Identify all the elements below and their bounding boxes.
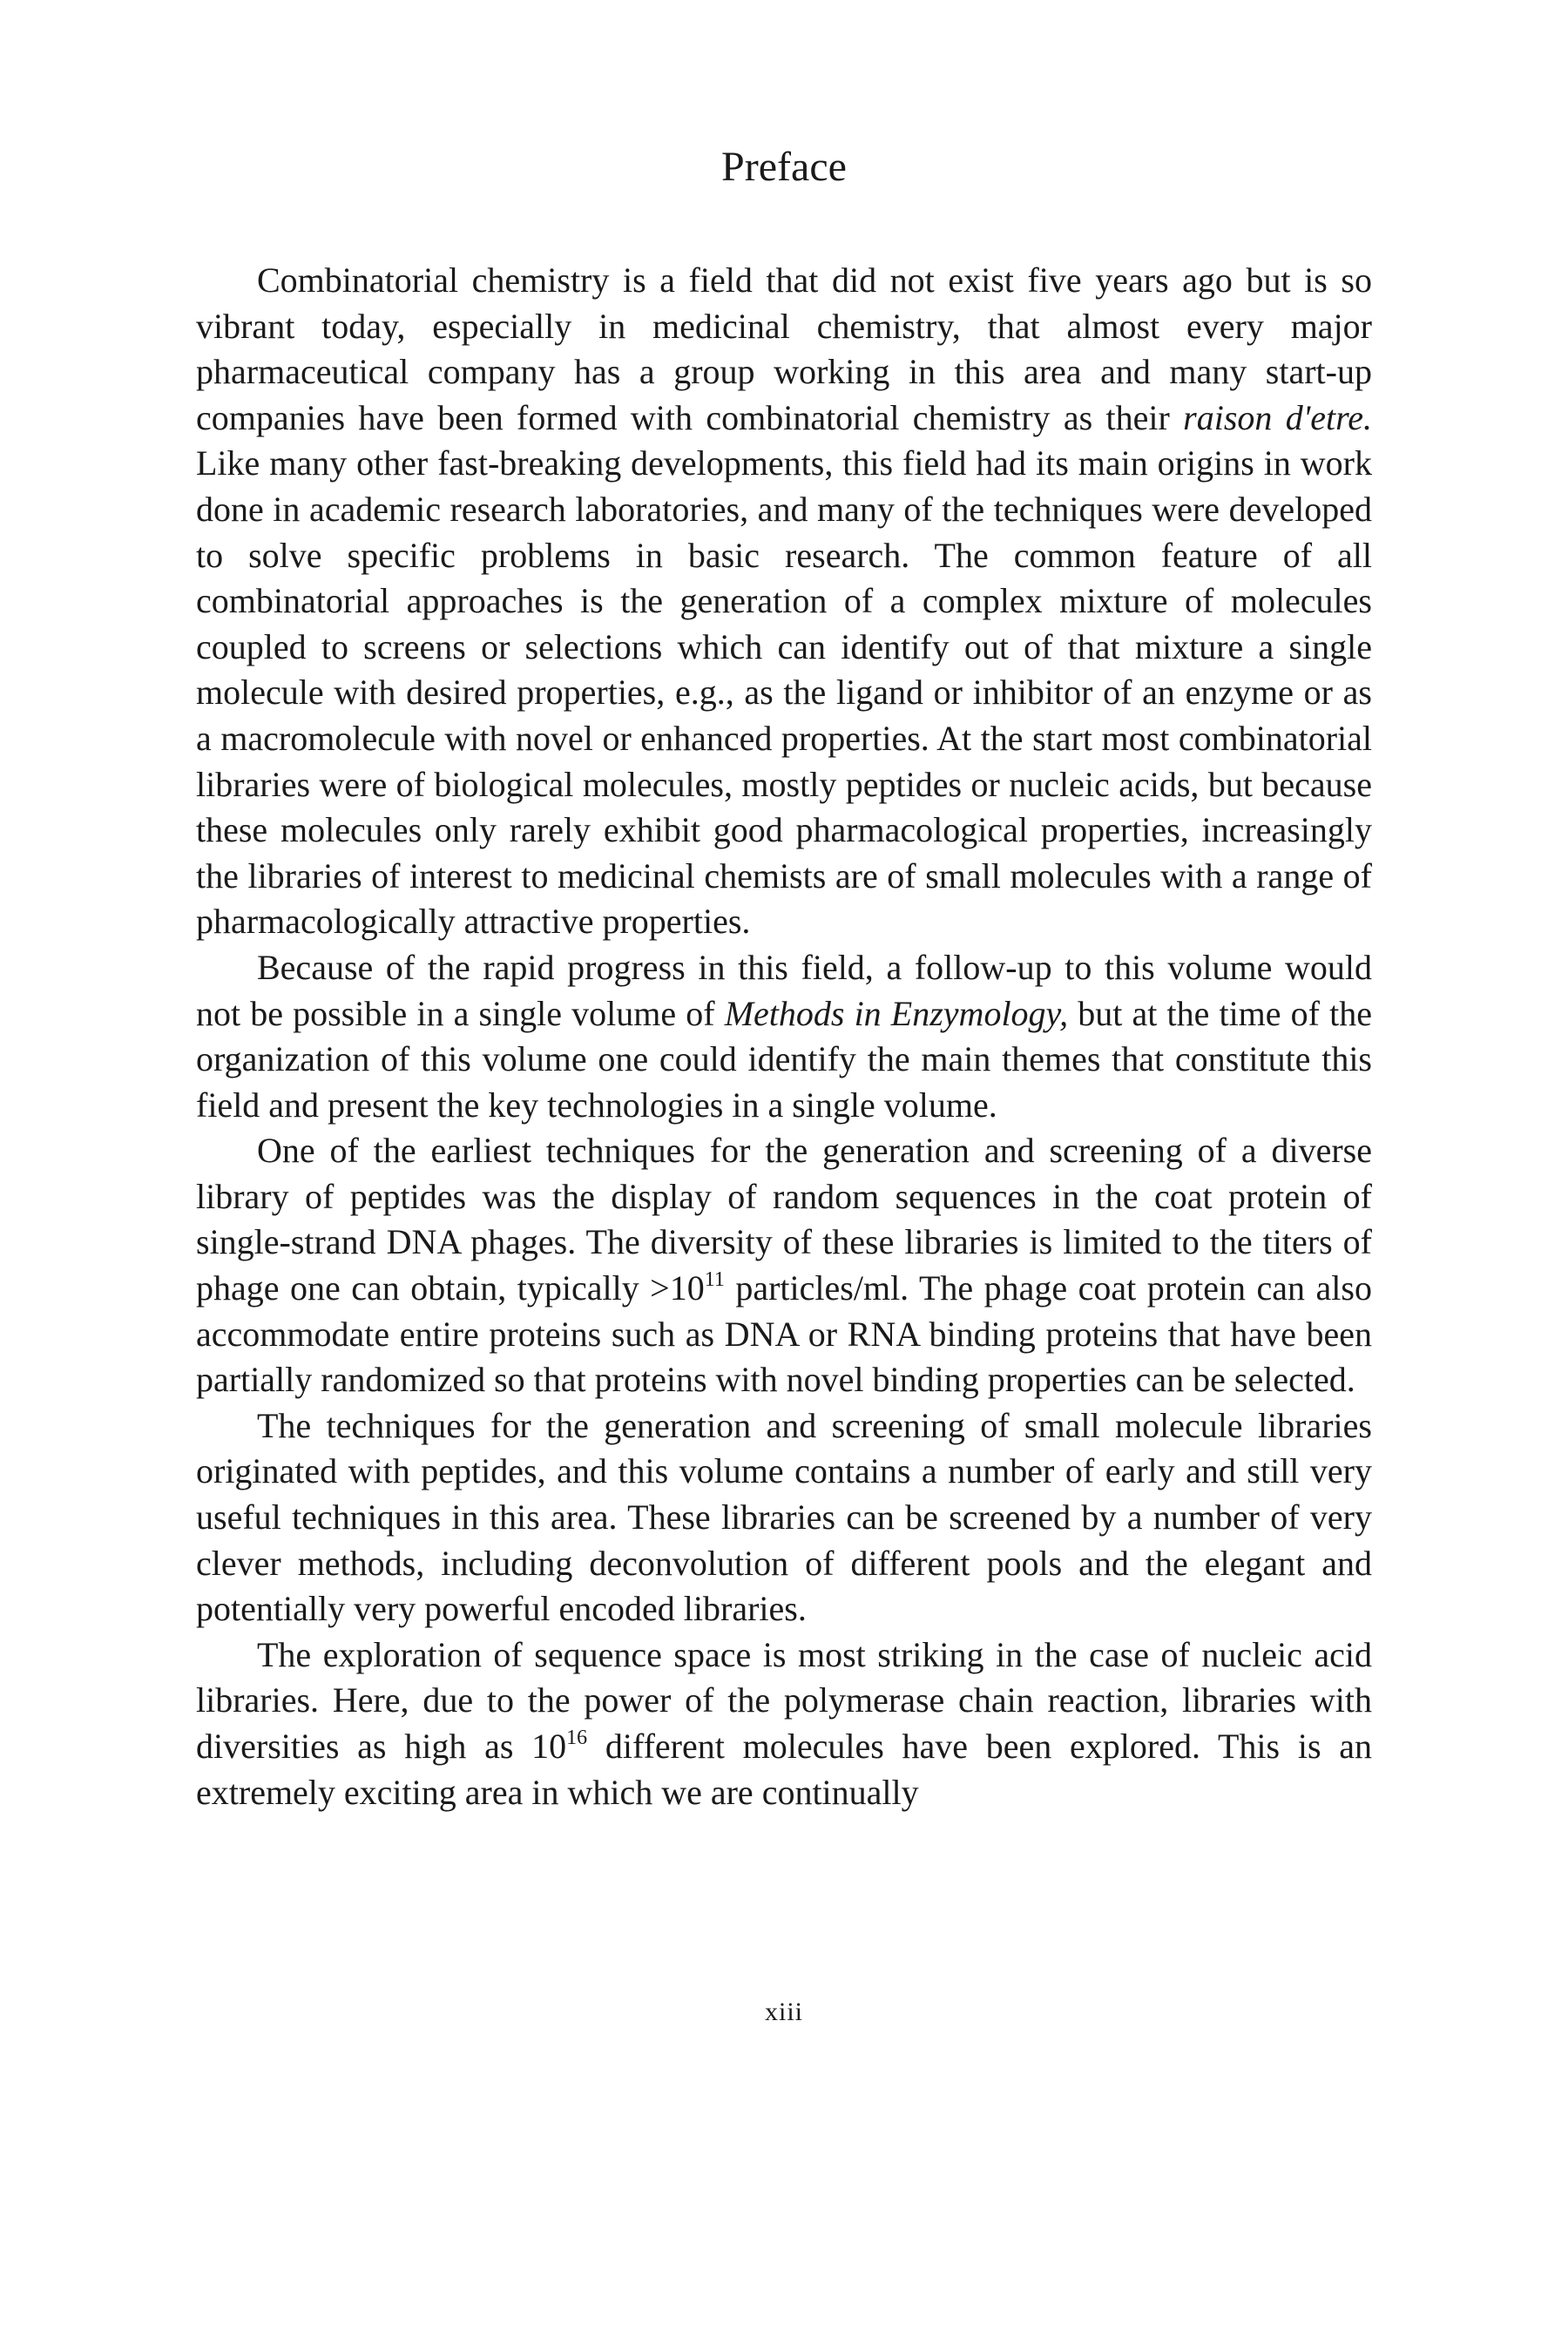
paragraph-3 <box>196 1128 1372 1403</box>
paragraph-2 <box>196 945 1372 1128</box>
paragraph-2-text-a: Because of the rapid progress in this field, a follow-up to this volume would not be possible in a single volume of <box>196 947 1372 1033</box>
paragraph-3-text-a: One of the earliest techniques for the generation and screening of a diverse library of peptides was the display of random sequences in the coat protein of single-strand DNA phages. The diversity of these libraries is limited to the titers of phage one can obtain, typically >10 <box>196 1131 1372 1308</box>
paragraph-1-italic-raison-detre: raison d'etre. <box>1183 397 1372 437</box>
paragraph-2-italic-series-title: Methods in Enzymology, <box>724 993 1069 1033</box>
preface-body <box>196 258 1372 1815</box>
paragraph-5-text-a: The exploration of sequence space is most striking in the case of nucleic acid libraries. Here, due to the power of the polymerase chain reaction, libraries with diversities as high as 10 <box>196 1634 1372 1766</box>
paragraph-5-superscript-exponent: 16 <box>566 1727 588 1749</box>
paragraph-5 <box>196 1632 1372 1815</box>
paragraph-1 <box>196 258 1372 945</box>
paragraph-5-text-b: different molecules have been explored. This is an extremely exciting area in which we are continually <box>196 1727 1372 1812</box>
paragraph-3-text-b: particles/ml. The phage coat protein can also accommodate entire proteins such as DNA or RNA binding proteins that have been partially randomized so that proteins with novel binding properties can be selected. <box>196 1268 1372 1400</box>
page-number: xiii <box>764 1997 803 2026</box>
paragraph-4-text-a: The techniques for the generation and screening of small molecule libraries originated with peptides, and this volume contains a number of early and still very useful techniques in this area. These libraries can be screened by a number of very clever methods, including deconvolution of different pools and the elegant and potentially very powerful encoded libraries. <box>196 1405 1372 1629</box>
paragraph-1-text-a: Combinatorial chemistry is a field that did not exist five years ago but is so vibrant today, especially in medicinal chemistry, that almost every major pharmaceutical company has a group working in this area and many start-up companies have been formed with combinatorial chemistry as their <box>196 260 1372 437</box>
page-title: Preface <box>721 144 847 190</box>
paragraph-1-text-b: Like many other fast-breaking developments, this field had its main origins in work done in academic research laboratories, and many of the techniques were developed to solve specific problems in basic research. The common feature of all combinatorial approaches is the generation of a complex mixture of molecules coupled to screens or selections which can identify out of that mixture a single molecule with desired properties, e.g., as the ligand or inhibitor of an enzyme or as a macromolecule with novel or enhanced properties. At the start most combinatorial libraries were of biological molecules, mostly peptides or nucleic acids, but because these molecules only rarely exhibit good pharmacological properties, increasingly the libraries of interest to medicinal chemists are of small molecules with a range of pharmacologically attractive properties. <box>196 443 1372 942</box>
paragraph-4 <box>196 1403 1372 1632</box>
paragraph-2-text-b: but at the time of the organization of this volume one could identify the main themes that constitute this field and present the key technologies in a single volume. <box>196 993 1372 1125</box>
paragraph-3-superscript-exponent: 11 <box>704 1268 725 1292</box>
